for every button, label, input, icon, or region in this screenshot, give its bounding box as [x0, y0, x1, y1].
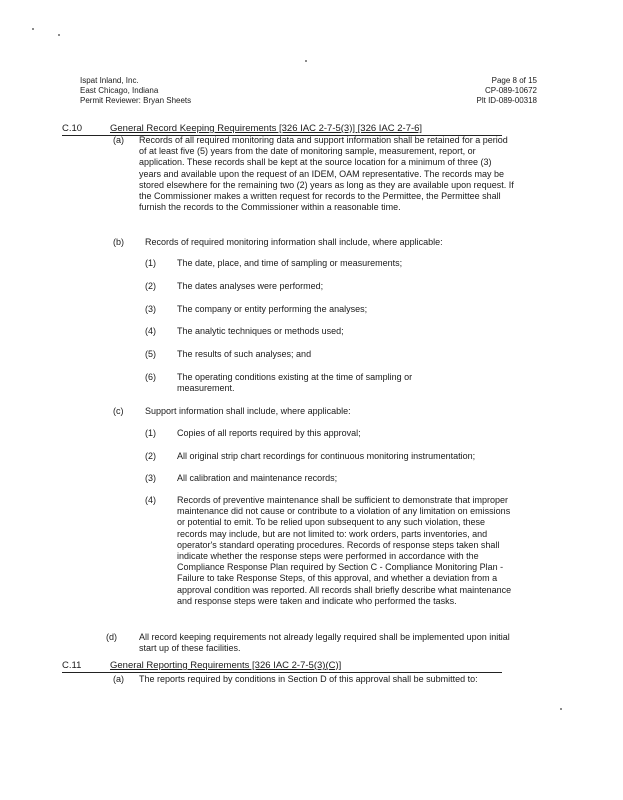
- record-retention-paragraph: Records of all required monitoring data and support information shall be retained for a period of at least five (5) years from the date of monitoring sample, measurement, report, or application. These records shall be kept at the source location for a minimum of three (3) years and available upon the request of an IDEM, OAM representative. The records may be stored elsewhere for the remaining two (2) years as long as they are available upon request. If the Commissioner makes a written request for records to the Permittee, the Permittee shall furnish the records to the Commissioner within a reasonable time.: [139, 135, 514, 213]
- section-title: General Reporting Requirements [326 IAC 2-7-5(3)(C)]: [110, 660, 342, 671]
- subitem-text: The company or entity performing the analyses;: [177, 304, 368, 314]
- item-label: (a): [113, 674, 124, 684]
- scan-speck: [305, 60, 307, 62]
- section-heading-c11: [62, 660, 341, 672]
- section-number: C.10: [62, 123, 83, 134]
- item-label: (b): [113, 237, 124, 247]
- subitem-text: The dates analyses were performed;: [177, 281, 324, 291]
- subitem-label: (3): [145, 304, 156, 314]
- subitem-text: All calibration and maintenance records;: [177, 473, 338, 483]
- section-heading-c10: [62, 123, 422, 135]
- subitem-text: The analytic techniques or methods used;: [177, 326, 344, 336]
- section-number: C.11: [62, 660, 82, 671]
- subitem-label: (1): [145, 258, 156, 268]
- subitem-label: (4): [145, 326, 156, 336]
- header-plant-id: Plt ID-089-00318: [476, 96, 537, 105]
- header-company: Ispat Inland, Inc.: [80, 76, 139, 85]
- scan-speck: [58, 34, 60, 36]
- section-title: General Record Keeping Requirements [326 IAC 2-7-5(3)] [326 IAC 2-7-6]: [110, 123, 423, 134]
- subitem-label: (5): [145, 349, 156, 359]
- subitem-label: (2): [145, 281, 156, 291]
- subitem-label: (1): [145, 428, 156, 438]
- item-label: (c): [113, 406, 124, 416]
- header-right: [477, 76, 537, 106]
- subitem-label: (3): [145, 473, 156, 483]
- subitem-text: All original strip chart recordings for continuous monitoring instrumentation;: [177, 451, 476, 461]
- implementation-paragraph: All record keeping requirements not already legally required shall be implemented upon initial start up of these facilities.: [139, 632, 510, 654]
- header-left: [80, 76, 191, 106]
- subitem-label: (2): [145, 451, 156, 461]
- section-rule: [62, 672, 502, 673]
- reporting-paragraph: The reports required by conditions in Section D of this approval shall be submitted to:: [139, 674, 478, 684]
- header-permit-number: CP-089-10672: [484, 86, 537, 95]
- header-reviewer: Permit Reviewer: Bryan Sheets: [80, 96, 192, 105]
- item-label: (d): [106, 632, 117, 642]
- preventive-maintenance-paragraph: Records of preventive maintenance shall be sufficient to demonstrate that improper maintenance did not cause or contribute to a violation of any limitation on emissions or potential to emit. To be relied upon subsequent to any such violation, these records may include, but are not limited to: work orders, parts inventories, and operator's standard operating procedures. Records of response steps taken shall indicate whether the response steps were performed in accordance with the Compliance Response Plan required by Section C - Compliance Monitoring Plan - Failure to take Response Steps, of this approval, and whether a deviation from a approval condition was reported. All records shall briefly describe what maintenance and response steps were taken and indicate who performed the tasks.: [177, 495, 512, 606]
- subitem-text: The results of such analyses; and: [177, 349, 312, 359]
- subitem-label: (6): [145, 372, 156, 382]
- support-info-intro: Support information shall include, where applicable:: [145, 406, 351, 416]
- header-location: East Chicago, Indiana: [80, 86, 159, 95]
- subitem-text: The date, place, and time of sampling or measurements;: [177, 258, 403, 268]
- item-label: (a): [113, 135, 124, 145]
- subitem-text: Copies of all reports required by this approval;: [177, 428, 361, 438]
- scan-speck: [32, 28, 34, 30]
- subitem-label: (4): [145, 495, 156, 505]
- header-page-number: Page 8 of 15: [491, 76, 537, 85]
- subitem-text: The operating conditions existing at the time of sampling or measurement.: [177, 372, 413, 394]
- monitoring-info-intro: Records of required monitoring information shall include, where applicable:: [145, 237, 443, 247]
- scan-speck: [560, 708, 562, 710]
